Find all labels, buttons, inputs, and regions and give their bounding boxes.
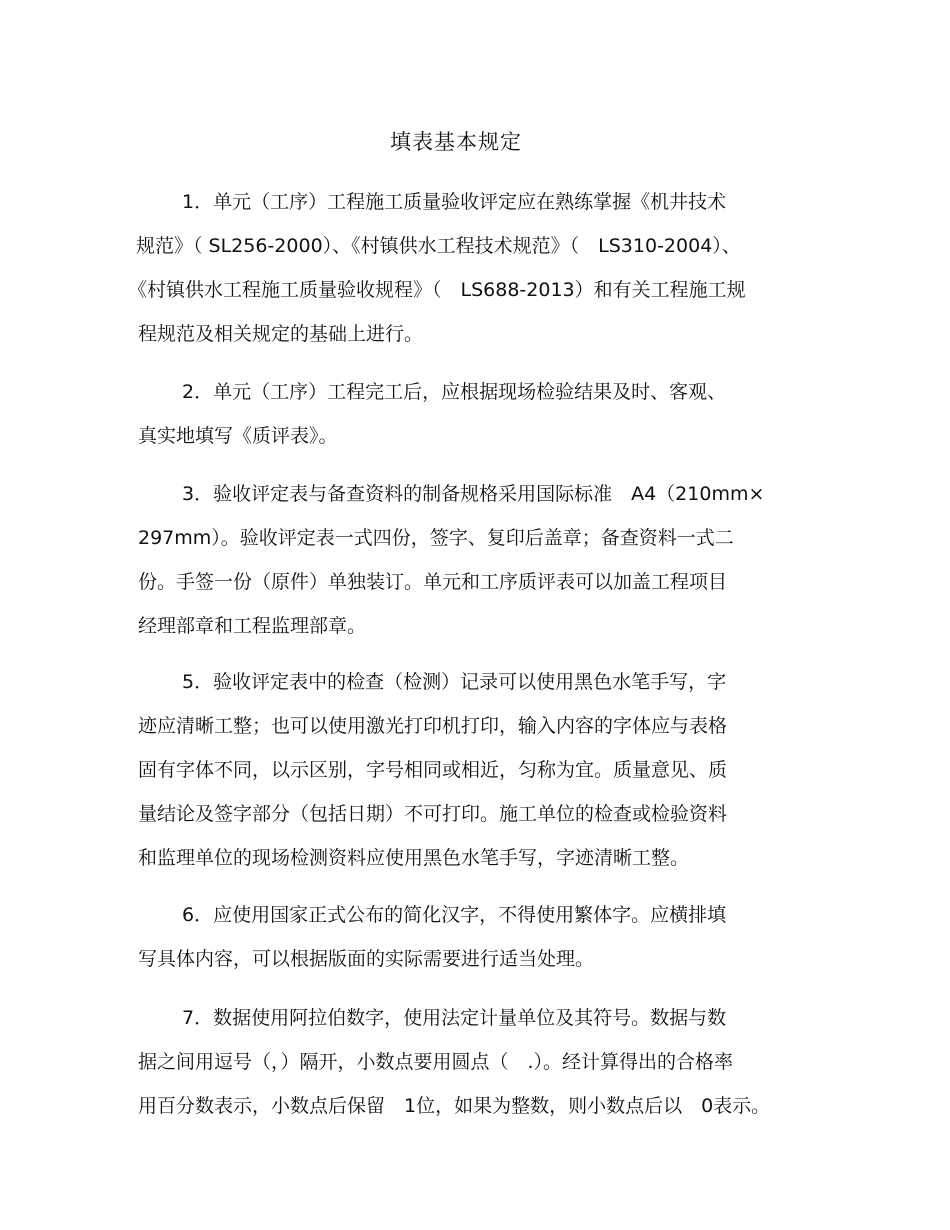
paragraph-1 bbox=[128, 180, 828, 356]
paragraph-line: 和监理单位的现场检测资料应使用黑色水笔手写，字迹清晰工整。 bbox=[138, 847, 690, 869]
paragraph-2 bbox=[138, 370, 828, 458]
paragraph-line: 6．应使用国家正式公布的简化汉字，不得使用繁体字。应横排填 bbox=[182, 904, 727, 926]
paragraph-line: 规范》（ SL256-2000）、《村镇供水工程技术规范》（ LS310-2004）、 bbox=[136, 235, 741, 257]
paragraph-7 bbox=[138, 996, 828, 1128]
paragraph-line: 3．验收评定表与备查资料的制备规格采用国际标准 A4（210mm× bbox=[182, 483, 765, 505]
paragraph-5 bbox=[138, 660, 828, 880]
paragraph-line: 量结论及签字部分（包括日期）不可打印。施工单位的检查或检验资料 bbox=[138, 803, 728, 825]
paragraph-line: 写具体内容，可以根据版面的实际需要进行适当处理。 bbox=[138, 948, 595, 970]
paragraph-line: 固有字体不同，以示区别，字号相同或相近，匀称为宜。质量意见、质 bbox=[138, 759, 728, 781]
paragraph-line: 《村镇供水工程施工质量验收规程》（ LS688-2013）和有关工程施工规 bbox=[128, 279, 746, 301]
paragraph-line: 经理部章和工程监理部章。 bbox=[138, 615, 367, 637]
paragraph-line: 程规范及相关规定的基础上进行。 bbox=[138, 323, 424, 345]
paragraph-line: 5．验收评定表中的检查（检测）记录可以使用黑色水笔手写，字 bbox=[182, 671, 727, 693]
paragraph-line: 据之间用逗号（，）隔开，小数点要用圆点（ .）。经计算得出的合格率 bbox=[138, 1051, 734, 1073]
page-title: 填表基本规定 bbox=[390, 130, 522, 154]
paragraph-line: 2．单元（工序）工程完工后，应根据现场检验结果及时、客观、 bbox=[182, 381, 727, 403]
paragraph-line: 1．单元（工序）工程施工质量验收评定应在熟练掌握《机井技术 bbox=[182, 191, 727, 213]
paragraph-line: 迹应清晰工整；也可以使用激光打印机打印，输入内容的字体应与表格 bbox=[138, 715, 728, 737]
paragraph-line: 份。手签一份（原件）单独装订。单元和工序质评表可以加盖工程项目 bbox=[138, 571, 728, 593]
paragraph-6 bbox=[138, 893, 828, 981]
paragraph-3 bbox=[138, 472, 828, 648]
paragraph-line: 7．数据使用阿拉伯数字，使用法定计量单位及其符号。数据与数 bbox=[182, 1007, 727, 1029]
paragraph-line: 真实地填写《质评表》。 bbox=[138, 425, 338, 447]
paragraph-line: 297mm）。验收评定表一式四份，签字、复印后盖章；备查资料一式二 bbox=[138, 527, 734, 549]
paragraph-line: 用百分数表示，小数点后保留 1位，如果为整数，则小数点后以 0表示。 bbox=[138, 1095, 771, 1117]
